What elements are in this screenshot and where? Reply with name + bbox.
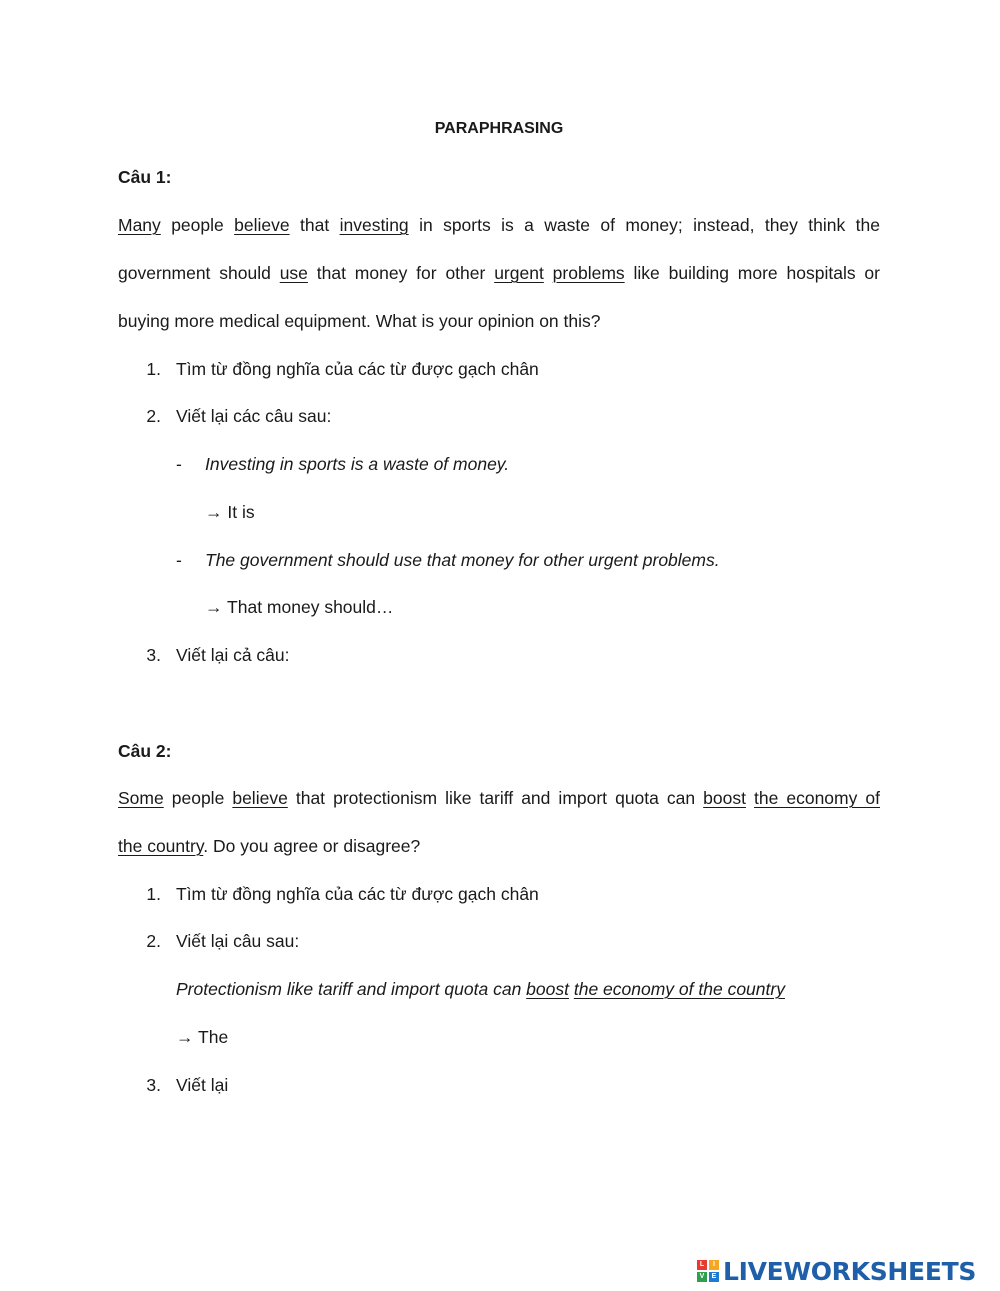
underlined-word: urgent [494, 263, 544, 283]
underlined-word: believe [232, 788, 288, 808]
underlined-word: Many [118, 215, 161, 235]
q1-heading: Câu 1: [118, 167, 172, 187]
text-segment: that [289, 215, 340, 235]
q2-item-3: Viết lại [176, 1075, 229, 1095]
underlined-word: use [279, 263, 308, 283]
q2-heading: Câu 2: [118, 741, 172, 761]
text-segment: that money for other [307, 263, 495, 283]
q1-answer-b: → That money should… [205, 597, 394, 617]
text-segment: . Do you agree or disagree? [203, 836, 421, 856]
q2-passage-line-1 [118, 787, 880, 809]
liveworksheets-logo [697, 1256, 976, 1286]
underlined-word: boost [703, 788, 746, 808]
q1-answer-a: → It is [205, 502, 255, 522]
q1-passage-line-2 [118, 262, 880, 284]
logo-block: V [697, 1272, 707, 1282]
underlined-word: Some [118, 788, 164, 808]
q2-answer: → The [176, 1027, 229, 1047]
q1-item-3-number: 3. [146, 645, 161, 665]
q2-item-2-number: 2. [146, 931, 161, 951]
q2-item-3-number: 3. [146, 1075, 161, 1095]
q1-item-1-number: 1. [146, 359, 161, 379]
text-segment [544, 263, 553, 283]
q2-item-2: Viết lại câu sau: [176, 931, 300, 951]
text-segment [746, 788, 754, 808]
text-segment: people [160, 215, 235, 235]
q2-item-1: Tìm từ đồng nghĩa của các từ được gạch chân [176, 884, 539, 904]
logo-blocks-icon [697, 1260, 719, 1282]
text-segment: buying more medical equipment. What is your opinion on this? [118, 311, 601, 331]
text-segment: that protectionism like tariff and import quota can [287, 788, 704, 808]
logo-block: I [709, 1260, 719, 1270]
logo-block: E [709, 1272, 719, 1282]
q1-sentence-a: Investing in sports is a waste of money. [205, 454, 510, 474]
q1-item-2-number: 2. [146, 406, 161, 426]
q1-item-3: Viết lại cả câu: [176, 645, 290, 665]
q2-item-1-number: 1. [146, 884, 161, 904]
text-segment: like building more hospitals or [624, 263, 880, 283]
q1-passage-line-1 [118, 214, 880, 236]
underlined-word: boost [526, 979, 569, 999]
underlined-word: the country [118, 836, 204, 856]
text-segment: Protectionism like tariff and import quota can [176, 979, 527, 999]
underlined-word: problems [552, 263, 625, 283]
text-segment: in sports is a waste of money; instead, they think the [408, 215, 880, 235]
page-title: PARAPHRASING [434, 120, 564, 137]
text-segment: government should [118, 263, 280, 283]
q1-dash-a: - [176, 454, 182, 474]
underlined-word: the economy of the country [573, 979, 785, 999]
q1-sentence-b: The government should use that money for other urgent problems. [205, 550, 720, 570]
underlined-word: believe [234, 215, 290, 235]
q1-item-2: Viết lại các câu sau: [176, 406, 332, 426]
q2-sentence [176, 978, 785, 1000]
q2-passage-line-2 [118, 835, 420, 857]
underlined-word: the economy of [754, 788, 880, 808]
logo-block: L [697, 1260, 707, 1270]
logo-text: LIVEWORKSHEETS [723, 1256, 977, 1286]
q1-item-1: Tìm từ đồng nghĩa của các từ được gạch chân [176, 359, 539, 379]
underlined-word: investing [339, 215, 409, 235]
q1-dash-b: - [176, 550, 182, 570]
text-segment: people [163, 788, 233, 808]
q1-passage-line-3 [118, 310, 600, 332]
